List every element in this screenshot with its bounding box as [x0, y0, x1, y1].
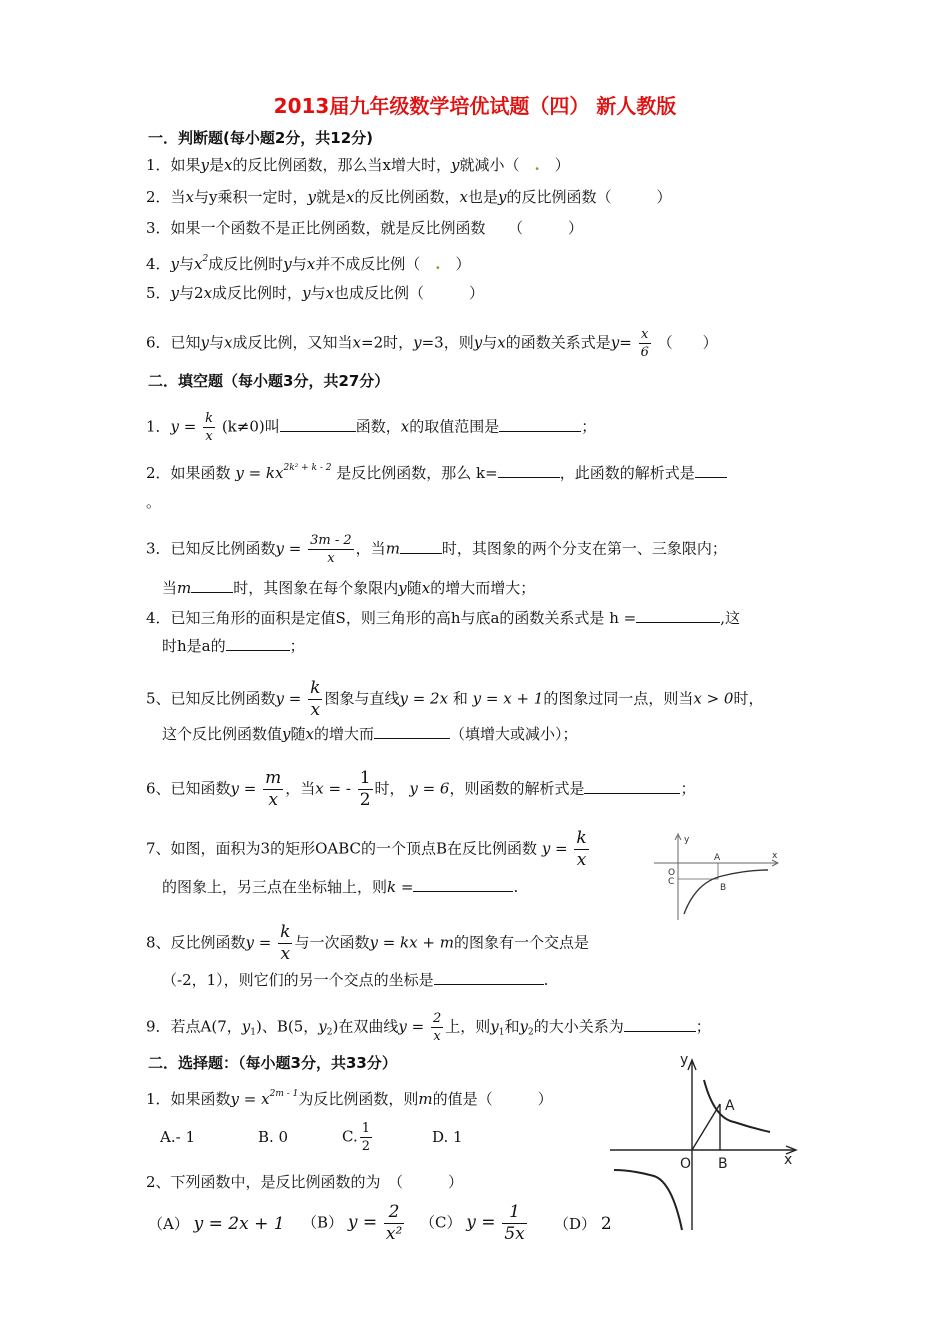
choice-q1-option-b[interactable]: B. 0: [258, 1128, 289, 1146]
judge-q1: 1．如果y是x的反比例函数，那么当x增大时，y就减小（ . ）: [146, 156, 570, 174]
section-judgement-heading: 一．判断题(每小题2分，共12分): [148, 129, 374, 147]
fill-blank: [226, 636, 290, 651]
choice-q2-option-d[interactable]: （D） 2: [554, 1214, 612, 1234]
choice-q2-option-c[interactable]: （C） y = $\frac{1}{5x}$: [420, 1202, 525, 1244]
judge-q3: 3．如果一个函数不是正比例函数，就是反比例函数 （ ）: [146, 219, 584, 237]
figure-hyperbola-point-a: [606, 1048, 806, 1234]
judge-q2: 2．当x与y乘积一定时，y就是x的反比例函数，x也是y的反比例函数（ ）: [146, 188, 672, 206]
fill-blank: [624, 1017, 696, 1032]
choice-q1: 1．如果函数$y = x^{2m - 1}$为反比例函数，则m的值是（ ）: [146, 1089, 553, 1108]
fill-q9: 9．若点A(7，$y_1$)、B(5，$y_2$)在双曲线y = $\frac{2}{x}$ 上，则$y_1$和$y_2$的大小关系为 ；: [146, 1011, 711, 1044]
choice-q2-option-b[interactable]: （B） y = $\frac{2}{\text{x²}}$: [302, 1202, 403, 1244]
fill-q8: 8、反比例函数y = $\frac{k}{x}$ 与一次函数y = kx + m的图象有一个交点是: [146, 922, 589, 964]
fig1-label-B: B: [720, 883, 727, 893]
fill-q3: 3．已知反比例函数y = $\frac{3m - 2}{x}$ ，当m 时，其图象的两个分支在第一、三象限内；: [146, 533, 727, 566]
fig1-label-O: O: [668, 868, 676, 878]
fill-q8-line2: （-2，1），则它们的另一个交点的坐标是 .: [162, 971, 549, 989]
fill-q5: 5、已知反比例函数y = $\frac{k}{x}$ 图象与直线y = 2x 和 y = x + 1的图象过同一点，则当x > 0时，: [146, 678, 764, 720]
fill-blank: [498, 463, 560, 478]
section-choice-heading: 二．选择题：（每小题3分，共33分）: [148, 1054, 397, 1072]
fill-blank: [584, 779, 680, 794]
fig2-label-B: B: [718, 1156, 728, 1172]
judge-q4: 4．y与$x^2$成反比例时y与x并不成反比例（ . ）: [146, 254, 471, 273]
fill-q7-line2: 的图象上，另三点在坐标轴上，则k = .: [162, 878, 519, 896]
fill-blank: [413, 877, 513, 892]
fig2-label-y: y: [680, 1052, 689, 1068]
fig2-label-x: x: [784, 1152, 793, 1168]
fill-blank: [374, 724, 450, 739]
fill-blank: [434, 970, 544, 985]
fill-blank: [695, 463, 727, 478]
fig1-label-y: y: [684, 835, 690, 845]
judge-q5: 5．y与2x成反比例时，y与x也成反比例（ ）: [146, 284, 485, 302]
section-fill-heading: 二．填空题（每小题3分，共27分）: [148, 372, 390, 390]
choice-q2: 2、下列函数中，是反比例函数的为 （ ）: [146, 1173, 464, 1191]
fill-blank: [191, 578, 233, 593]
fill-blank: [499, 417, 581, 432]
fill-blank: [636, 608, 720, 623]
choice-q1-option-d[interactable]: D. 1: [432, 1128, 463, 1146]
fig1-label-x: x: [772, 851, 778, 861]
fig1-label-A: A: [714, 853, 721, 863]
fill-q2: 2．如果函数 $y = kx^{2k^2 + k - 2}$ 是反比例函数，那么 k= ，此函数的解析式是: [146, 458, 727, 483]
fill-q4-line2: 时h是a的 ；: [162, 637, 305, 655]
fill-blank: [400, 539, 442, 554]
fill-q2-end: 。: [146, 493, 162, 511]
fraction-x-over-6: $\frac{x}{6}$: [640, 327, 649, 360]
figure-rectangle-hyperbola: [650, 828, 785, 924]
choice-q2-option-a[interactable]: （A） y = 2x + 1: [148, 1214, 285, 1234]
fill-blank: [280, 417, 356, 432]
fill-q3-line2: 当m 时，其图象在每个象限内y随x的增大而增大；: [162, 579, 536, 597]
fig2-label-O: O: [680, 1156, 692, 1172]
choice-q1-option-a[interactable]: A.- 1: [160, 1128, 195, 1146]
fig1-label-C: C: [668, 877, 675, 887]
fill-q4: 4．已知三角形的面积是定值S，则三角形的高h与底a的函数关系式是 h = ,这: [146, 609, 740, 627]
judge-q6: 6．已知y与x成反比例，又知当x=2时，y=3，则y与x的函数关系式是y= $\frac{x}{6}$ （ ）: [146, 327, 718, 360]
fig2-label-A: A: [725, 1098, 735, 1114]
fill-q7: 7、如图，面积为3的矩形OABC的一个顶点B在反比例函数 y = $\frac{k}{x}$: [146, 828, 587, 870]
page-title: 2013届九年级数学培优试题（四） 新人教版: [273, 94, 677, 118]
fill-q5-line2: 这个反比例函数值y随x的增大而 （填增大或减小）；: [162, 725, 578, 743]
choice-q1-option-c[interactable]: C. $\frac{1}{2}$: [342, 1121, 370, 1154]
fill-q6: 6、已知函数y = $\frac{m}{x}$ ，当x = - $\frac{1}{2}$ 时， y = 6，则函数的解析式是 ；: [146, 768, 696, 810]
fill-q1: 1．y = $\frac{k}{x}$ (k≠0)叫 函数，x的取值范围是 ；: [146, 411, 597, 444]
